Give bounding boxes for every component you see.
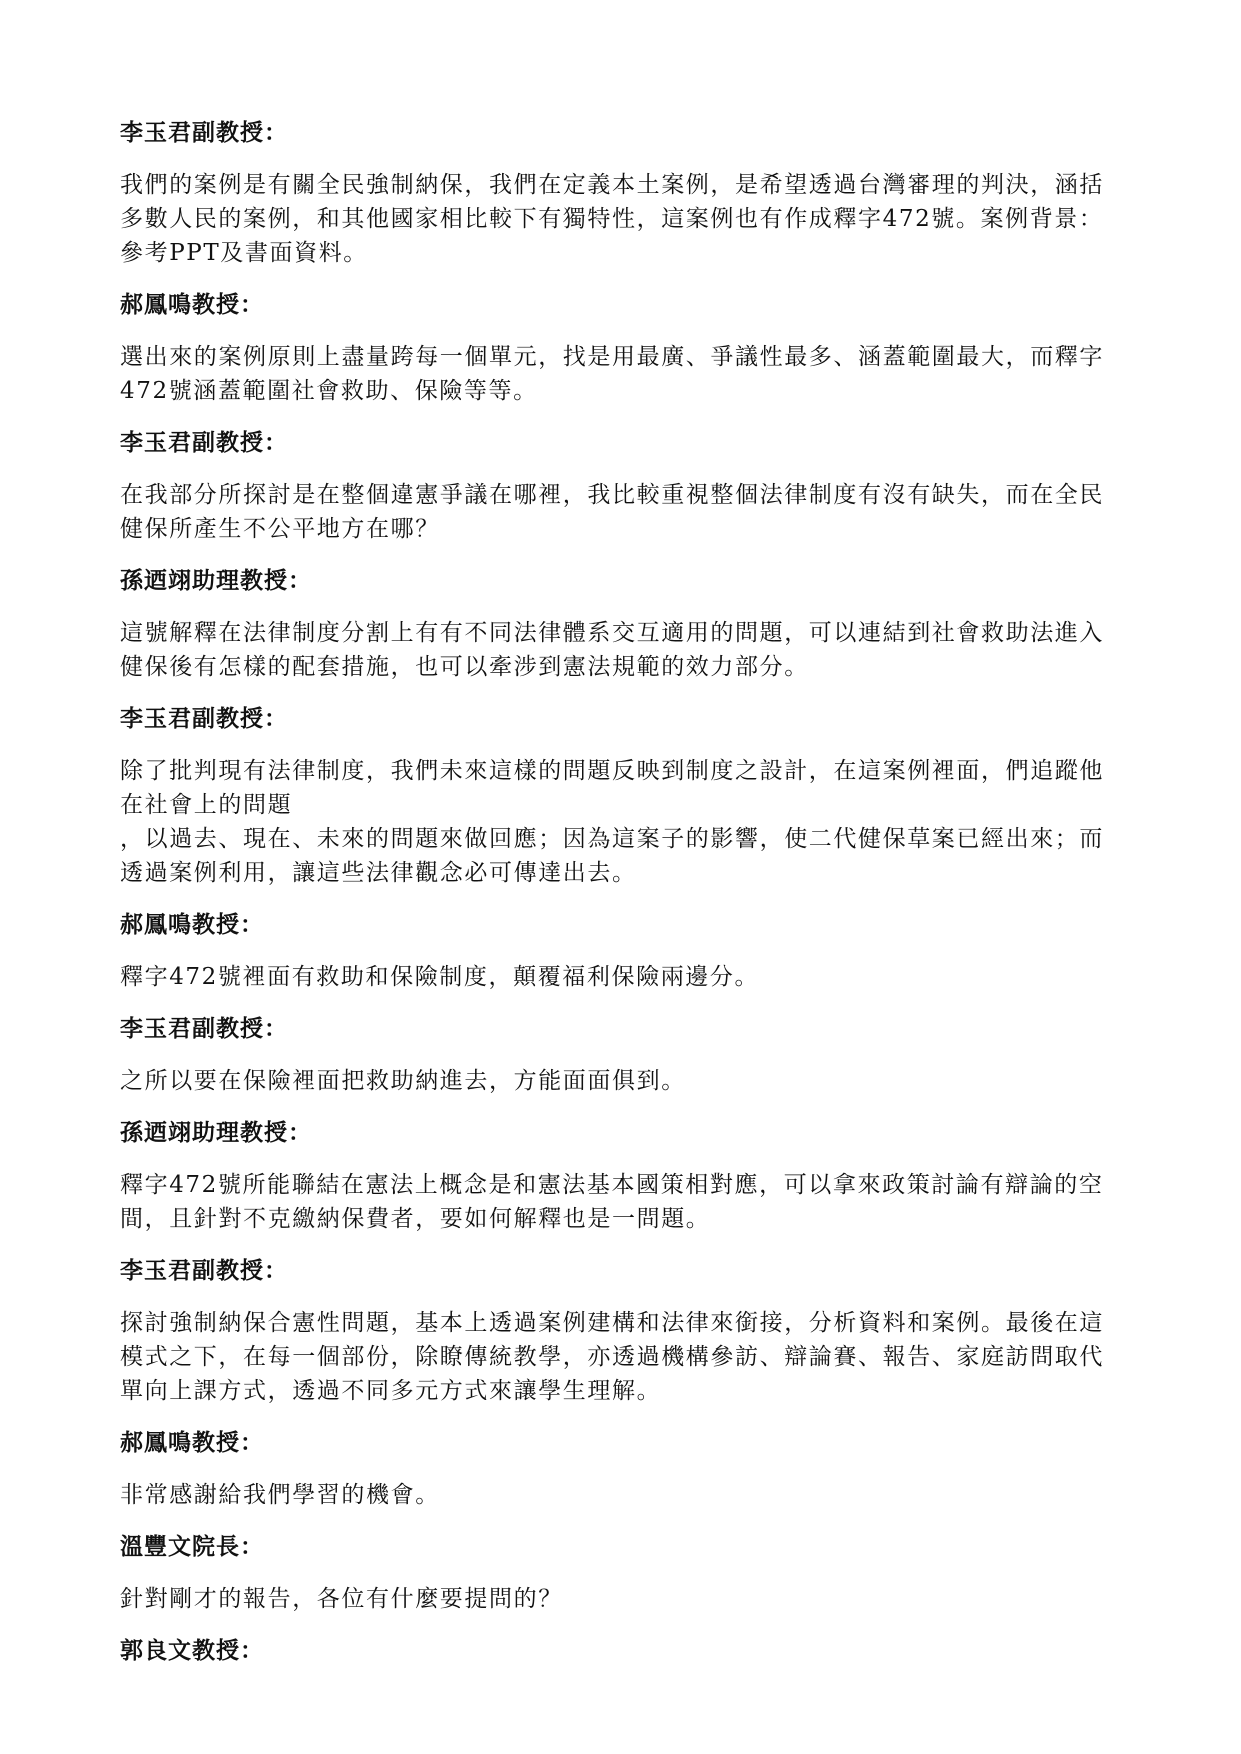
speech-paragraph: [120, 1306, 1120, 1408]
speech-line: 針對剛才的報告，各位有什麼要提問的？: [120, 1586, 563, 1612]
speech-line: 除了批判現有法律制度，我們未來這樣的問題反映到制度之設計，在這案例裡面，們追蹤他: [120, 758, 1104, 784]
speech-line: 單向上課方式，透過不同多元方式來讓學生理解。: [120, 1378, 662, 1404]
speaker-name: 李玉君副教授：: [120, 119, 288, 146]
speaker-name: 李玉君副教授：: [120, 705, 288, 732]
speech-paragraph: [120, 754, 1120, 890]
speaker-name: 孫迺翊助理教授：: [120, 567, 312, 594]
speaker-name: 溫豐文院長：: [120, 1533, 264, 1560]
speech-line: 選出來的案例原則上盡量跨每一個單元，找是用最廣、爭議性最多、涵蓋範圍最大，而釋字: [120, 344, 1104, 370]
speech-paragraph: [120, 168, 1120, 270]
speech-line: 健保所產生不公平地方在哪？: [120, 516, 440, 542]
speech-line: 釋字472號裡面有救助和保險制度，顛覆福利保險兩邊分。: [120, 964, 760, 990]
speech-paragraph: [120, 340, 1120, 408]
speech-paragraph: [120, 960, 1120, 994]
speech-paragraph: [120, 1168, 1120, 1236]
speech-paragraph: [120, 1582, 1120, 1616]
speech-paragraph: [120, 1064, 1120, 1098]
speech-line: 多數人民的案例，和其他國家相比較下有獨特性，這案例也有作成釋字472號。案例背景：: [120, 206, 1104, 232]
speech-line: 之所以要在保險裡面把救助納進去，方能面面俱到。: [120, 1068, 686, 1094]
speech-line: 間，且針對不克繳納保費者，要如何解釋也是一問題。: [120, 1206, 711, 1232]
document-page: [120, 118, 1120, 1686]
speech-paragraph: [120, 616, 1120, 684]
speaker-name: 郝鳳鳴教授：: [120, 911, 264, 938]
speech-line: 在社會上的問題: [120, 792, 293, 818]
speaker-name: 孫迺翊助理教授：: [120, 1119, 312, 1146]
speech-line: 在我部分所探討是在整個違憲爭議在哪裡，我比較重視整個法律制度有沒有缺失，而在全民: [120, 482, 1104, 508]
speech-line: 釋字472號所能聯結在憲法上概念是和憲法基本國策相對應，可以拿來政策討論有辯論的空: [120, 1172, 1104, 1198]
speech-paragraph: [120, 1478, 1120, 1512]
speech-line: 我們的案例是有關全民強制納保，我們在定義本土案例，是希望透過台灣審理的判決，涵括: [120, 172, 1104, 198]
speaker-name: 李玉君副教授：: [120, 429, 288, 456]
speech-line: 模式之下，在每一個部份，除瞭傳統教學，亦透過機構參訪、辯論賽、報告、家庭訪問取代: [120, 1344, 1104, 1370]
speech-line: 非常感謝給我們學習的機會。: [120, 1482, 440, 1508]
speech-line: 472號涵蓋範圍社會救助、保險等等。: [120, 378, 538, 404]
speech-line: 這號解釋在法律制度分割上有有不同法律體系交互適用的問題，可以連結到社會救助法進入: [120, 620, 1104, 646]
speech-line: ，以過去、現在、未來的問題來做回應；因為這案子的影響，使二代健保草案已經出來；而: [120, 826, 1104, 852]
speech-line: 探討強制納保合憲性問題，基本上透過案例建構和法律來銜接，分析資料和案例。最後在這: [120, 1310, 1104, 1336]
speech-line: 透過案例利用，讓這些法律觀念必可傳達出去。: [120, 860, 637, 886]
speaker-name: 郝鳳鳴教授：: [120, 291, 264, 318]
speaker-name: 郭良文教授：: [120, 1637, 264, 1664]
speaker-name: 李玉君副教授：: [120, 1257, 288, 1284]
speech-line: 參考PPT及書面資料。: [120, 240, 368, 266]
speaker-name: 李玉君副教授：: [120, 1015, 288, 1042]
speaker-name: 郝鳳鳴教授：: [120, 1429, 264, 1456]
speech-line: 健保後有怎樣的配套措施，也可以牽涉到憲法規範的效力部分。: [120, 654, 809, 680]
speech-paragraph: [120, 478, 1120, 546]
